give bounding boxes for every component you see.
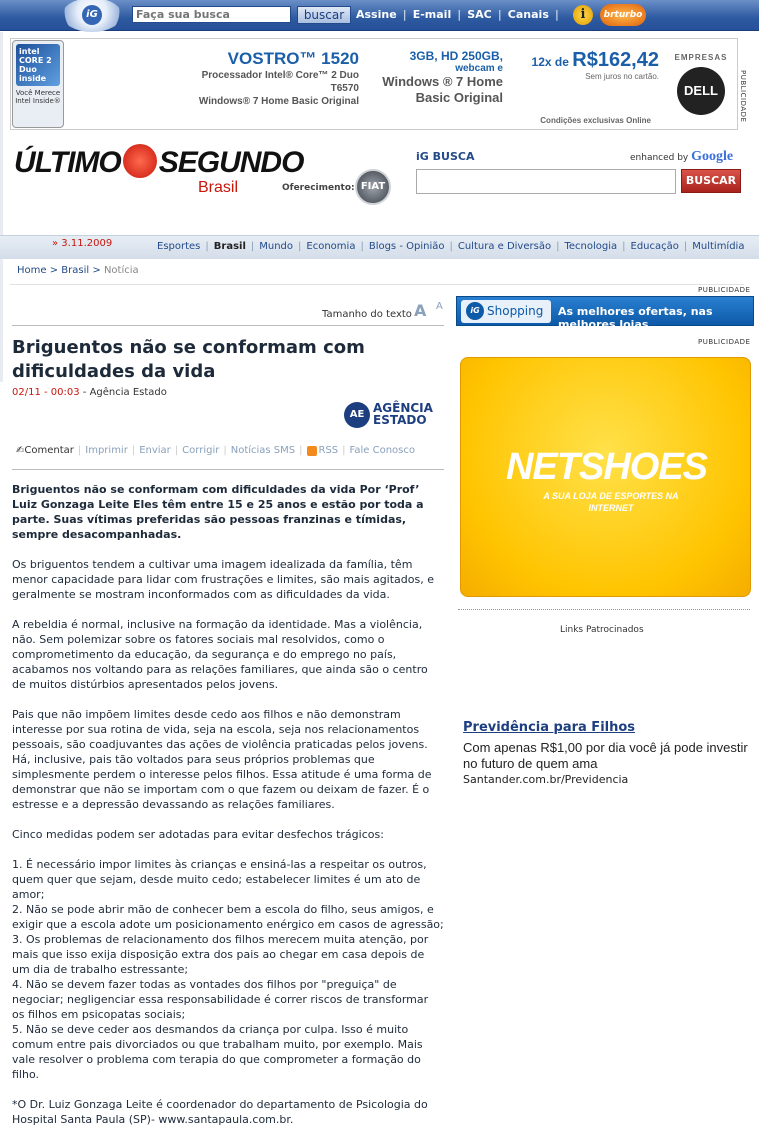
publicidade-vertical-label: PUBLICIDADE xyxy=(739,70,747,123)
nav-item-cultura[interactable]: Cultura e Diversão xyxy=(457,241,552,252)
text-size-label: Tamanho do texto xyxy=(322,309,412,320)
shopping-label: Shopping xyxy=(487,304,544,318)
netshoes-banner-ad[interactable] xyxy=(460,357,751,597)
ig-logo-mark: iG xyxy=(82,5,102,25)
google-logo: Google xyxy=(691,149,734,164)
tool-corrigir[interactable]: Corrigir xyxy=(182,445,220,456)
breadcrumb-home[interactable]: Home xyxy=(17,265,47,276)
article-body xyxy=(12,557,444,1127)
breadcrumb-sep: > xyxy=(92,265,101,276)
comment-icon: ✍ xyxy=(16,445,25,456)
top-link-sac[interactable]: SAC xyxy=(467,8,492,21)
left-decoration xyxy=(0,32,3,382)
info-icon[interactable]: i xyxy=(573,5,593,25)
tool-imprimir[interactable]: Imprimir xyxy=(85,445,128,456)
separator: | xyxy=(449,241,453,252)
google-search-button[interactable]: BUSCAR xyxy=(681,169,741,193)
google-search-input[interactable] xyxy=(416,169,676,194)
nav-item-brasil[interactable]: Brasil xyxy=(213,241,246,252)
sponsored-link-text: Com apenas R$1,00 por dia você já pode investir no futuro de quem ama xyxy=(463,740,748,771)
ae-mark: AE xyxy=(344,402,370,428)
spec-line2: webcam e xyxy=(455,63,503,74)
spec-line1: 3GB, HD 250GB, xyxy=(409,49,503,63)
separator: | xyxy=(77,445,82,456)
intel-chip: intel CORE 2 Duo inside xyxy=(16,44,60,86)
vostro-block xyxy=(179,49,359,108)
intel-inside-logo xyxy=(12,40,64,128)
separator: | xyxy=(131,445,136,456)
separator: | xyxy=(683,241,688,252)
separator: | xyxy=(402,8,407,21)
dell-banner-ad[interactable] xyxy=(10,38,738,130)
spec-line4: Basic Original xyxy=(415,90,503,105)
nav-item-educacao[interactable]: Educação xyxy=(630,241,679,252)
tool-noticias-sms[interactable]: Notícias SMS xyxy=(230,445,296,456)
article-footnote: *O Dr. Luiz Gonzaga Leite é coordenador do departamento de Psicologia do Hospital Santa Paula (SP)- www.santapaula.com.br. xyxy=(12,1098,428,1126)
sponsored-link-url[interactable]: Santander.com.br/Previdencia xyxy=(463,773,629,786)
nav-item-tecnologia[interactable]: Tecnologia xyxy=(564,241,618,252)
ultimo-segundo-logo[interactable] xyxy=(14,144,303,180)
nav-date: » 3.11.2009 xyxy=(52,238,113,249)
agencia-estado-logo xyxy=(344,401,444,429)
nav-item-esportes[interactable]: Esportes xyxy=(157,241,201,252)
divider xyxy=(10,284,744,285)
separator: | xyxy=(554,8,559,21)
article-paragraph: A rebeldia é normal, inclusive na formação da identidade. Mas a violência, não. Sem polemizar sobre os fatores sociais mal resolvidos, como o comprometimento da educação, da segurança e do emprego no país, acabamos nos voltando para as relações familiares, que ainda são o centro de muitos distúrbios apresentados pelos jovens. xyxy=(12,618,428,691)
breadcrumb-sep: > xyxy=(49,265,59,276)
brturbo-logo[interactable]: brturbo xyxy=(600,4,646,26)
enhanced-by-text: enhanced by xyxy=(630,153,689,163)
nav-item-economia[interactable]: Economia xyxy=(306,241,356,252)
site-search-button[interactable]: buscar xyxy=(297,6,351,24)
article-source: - Agência Estado xyxy=(82,387,167,398)
intel-tagline: Você Merece Intel Inside® xyxy=(15,89,61,105)
logo-subtitle: Brasil xyxy=(198,179,239,196)
breadcrumb-current: Notícia xyxy=(103,265,139,276)
section-nav xyxy=(0,235,759,259)
divider xyxy=(12,325,444,326)
top-link-email[interactable]: E-mail xyxy=(412,8,452,21)
enhanced-by-google xyxy=(630,149,733,165)
separator: | xyxy=(174,445,179,456)
price-value: R$162,42 xyxy=(572,49,659,71)
price xyxy=(511,49,659,72)
text-size-decrease-button[interactable]: A xyxy=(436,301,443,312)
rss-icon xyxy=(307,446,317,456)
top-bar xyxy=(0,0,759,31)
separator: | xyxy=(622,241,626,252)
sponsor-label: Oferecimento: xyxy=(282,183,355,193)
separator: | xyxy=(556,241,560,252)
ig-busca-label: iG BUSCA xyxy=(416,150,475,163)
separator: | xyxy=(457,8,462,21)
shopping-tagline: As melhores ofertas, nas melhores lojas. xyxy=(558,305,713,331)
shopping-logo xyxy=(461,300,551,323)
article-tools xyxy=(16,445,415,456)
ig-shopping-icon: iG xyxy=(466,302,484,320)
price-prefix: 12x de xyxy=(531,55,569,69)
site-search-input[interactable] xyxy=(132,6,291,23)
separator: | xyxy=(223,445,227,456)
vostro-line1: Processador Intel® Core™ 2 Duo T6570 xyxy=(201,70,359,94)
tool-rss[interactable]: RSS xyxy=(318,445,339,456)
ae-wordmark xyxy=(373,402,433,426)
spec-block xyxy=(371,49,503,106)
price-note: Sem juros no cartão. xyxy=(585,72,659,81)
logo-word-segundo: SEGUNDO xyxy=(158,146,304,179)
article-meta xyxy=(12,387,167,398)
breadcrumb xyxy=(17,265,139,276)
logo-word-ultimo: ÚLTIMO xyxy=(14,146,121,179)
separator: | xyxy=(360,241,364,252)
ig-logo[interactable] xyxy=(62,0,122,32)
measure-item: 5. Não se deve ceder aos desmandos da criança por culpa. Isso é muito comum entre pais divorciados ou que trabalham muito, por exemplo. Mais vale resolver o problema com terapia do que comprometer a formação do filho. xyxy=(12,1023,423,1081)
divider xyxy=(458,609,750,610)
price-block xyxy=(511,49,659,81)
article-paragraph: Pais que não impõem limites desde cedo aos filhos e não demonstram interesse por sua rotina de vida, seja na escola, seja nos relacionamentos pessoais, são coadjuvantes das ações de violência praticadas pelos jovens. Há, inclusive, pais tão voltados para seus próprios problemas que simplesmente perdem o interesse pelos filhos. Essa atitude é uma forma de demonstrar que não se importam com o que fazem ou deixam de fazer. É o estresse e a depressão devassando as relações familiares. xyxy=(12,708,432,811)
sponsored-link-title[interactable]: Previdência para Filhos xyxy=(463,720,636,735)
separator: | xyxy=(298,241,302,252)
top-link-canais[interactable]: Canais xyxy=(507,8,549,21)
breadcrumb-section[interactable]: Brasil xyxy=(61,265,90,276)
top-link-assine[interactable]: Assine xyxy=(356,8,397,21)
measure-item: 4. Não se devem fazer todas as vontades dos filhos por "preguiça" de negociar; negligenciar essa responsabilidade é correr riscos de transformar os filhos em psicopatas sociais; xyxy=(12,978,429,1021)
tool-comentar[interactable]: Comentar xyxy=(24,445,74,456)
measure-item: 2. Não se pode abrir mão de conhecer bem a escola do filho, seus amigos, e exigir que a escola adote um posicionamento enérgico em casos de agressão; xyxy=(12,903,444,931)
tool-enviar[interactable]: Enviar xyxy=(139,445,171,456)
fiat-logo[interactable]: FIAT xyxy=(355,169,391,205)
article-paragraph: Cinco medidas podem ser adotadas para evitar desfechos trágicos: xyxy=(12,828,384,841)
article-title: Briguentos não se conformam com dificuldades da vida xyxy=(12,337,365,382)
sponsored-links-label: Links Patrocinados xyxy=(560,625,644,635)
article-lead: Briguentos não se conformam com dificuldades da vida Por ‘Prof’ Luiz Gonzaga Leite Eles têm entre 15 e 25 anos e estão por toda a parte. Suas vítimas preferidas são pessoas franzinas e tímidas, sempre desacompanhadas. xyxy=(12,483,424,541)
text-size-increase-button[interactable]: A xyxy=(414,301,427,320)
empresas-label: EMPRESAS xyxy=(674,53,728,62)
article-paragraph: Os briguentos tendem a cultivar uma imagem idealizada da família, têm menor capacidade para lidar com frustrações e limites, são mais agitados, e geralmente se mostram inconformados com as dificuldades da vida. xyxy=(12,558,434,601)
top-links xyxy=(356,8,565,21)
conditions-note: Condições exclusivas Online xyxy=(540,116,651,125)
dell-logo: DELL xyxy=(677,67,725,115)
tool-fale-conosco[interactable]: Fale Conosco xyxy=(349,445,416,456)
measure-item: 3. Os problemas de relacionamento dos filhos merecem muita atenção, por mais que isso exija disposição extra dos pais ao chegar em casa depois de um dia de trabalho estressante; xyxy=(12,933,429,976)
logo-disc-icon xyxy=(123,144,157,178)
nav-links xyxy=(157,241,744,252)
netshoes-logo: NETSHOES xyxy=(505,446,708,488)
separator: | xyxy=(299,445,303,456)
separator: | xyxy=(250,241,255,252)
separator: | xyxy=(205,241,209,252)
nav-item-multimidia[interactable]: Multimídia xyxy=(692,241,745,252)
separator: | xyxy=(342,445,346,456)
publicidade-label: PUBLICIDADE xyxy=(698,338,751,346)
measure-item: 1. É necessário impor limites às crianças e ensiná-las a respeitar os outros, quem quer que sejam, desde muito cedo; estabelecer limites é um ato de amor; xyxy=(12,858,427,901)
nav-item-mundo[interactable]: Mundo xyxy=(259,241,294,252)
divider xyxy=(12,469,444,470)
netshoes-tagline: A SUA LOJA DE ESPORTES NA INTERNET xyxy=(543,491,679,513)
separator: | xyxy=(497,8,502,21)
spec-line3: Windows ® 7 Home xyxy=(382,74,503,89)
publicidade-label: PUBLICIDADE xyxy=(698,286,751,294)
ae-line2: ESTADO xyxy=(373,413,427,427)
nav-item-blogs[interactable]: Blogs - Opinião xyxy=(368,241,445,252)
vostro-title: VOSTRO™ 1520 xyxy=(227,49,359,68)
ig-shopping-banner[interactable] xyxy=(456,296,754,331)
ae-line1: AGÊNCIA xyxy=(373,401,433,415)
vostro-line2: Windows® 7 Home Basic Original xyxy=(198,96,359,107)
article-date: 02/11 - 00:03 xyxy=(12,387,80,398)
